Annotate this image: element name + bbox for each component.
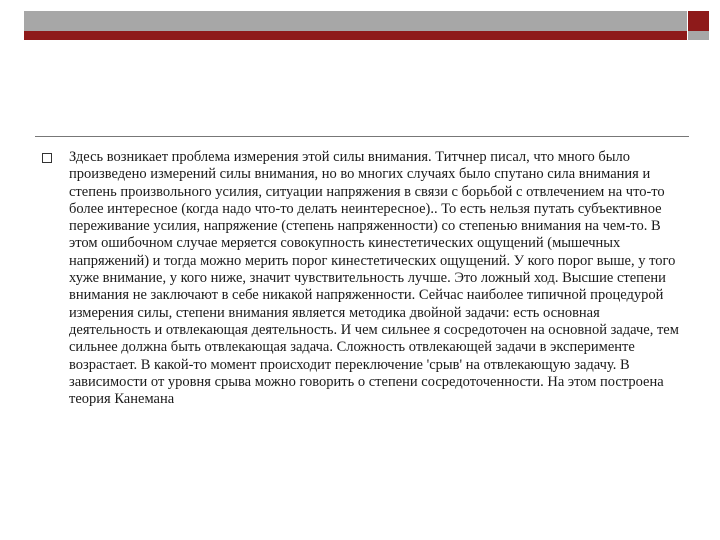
title-divider	[35, 136, 689, 137]
square-bullet-icon	[42, 153, 52, 163]
header-corner-gray	[688, 31, 709, 40]
header-bar-gray	[24, 11, 687, 31]
slide-paragraph: Здесь возникает проблема измерения этой силы внимания. Титчнер писал, что много было произведено измерений силы внимания, но во многих случаях было спутано сила внимания и степень произвольного усилия, ситуации напряжения в связи с борьбой с отвлечением на что-то более интересное (когда надо что-то делать неинтересное).. То есть нельзя путать субъективное переживание усилия, напряжение (степень напряженности) со степенью внимания на чем-то. В этом ошибочном случае меряется совокупность кинестетических ощущений (мышечных напряжений) и тогда можно мерить порог кинестетических ощущений. У кого порог выше, у того хуже внимание, у кого ниже, значит чувствительность лучше. Это ложный ход. Высшие степени внимания не заключают в себе никакой напряженности. Сейчас наиболее типичной процедурой измерения силы, степени внимания является методика двойной задачи: есть основная деятельность и отвлекающая деятельность. И чем сильнее я сосредоточен на основной задаче, тем сильнее должна быть отвлекающая задача. Сложность отвлекающей задачи в эксперименте возрастает. В какой-то момент происходит переключение 'срыв' на отвлекающую задачу. В зависимости от уровня срыва можно говорить о степени сосредоточенности. На этом построена теория Канемана	[69, 149, 679, 408]
header-bar-red	[24, 31, 687, 40]
